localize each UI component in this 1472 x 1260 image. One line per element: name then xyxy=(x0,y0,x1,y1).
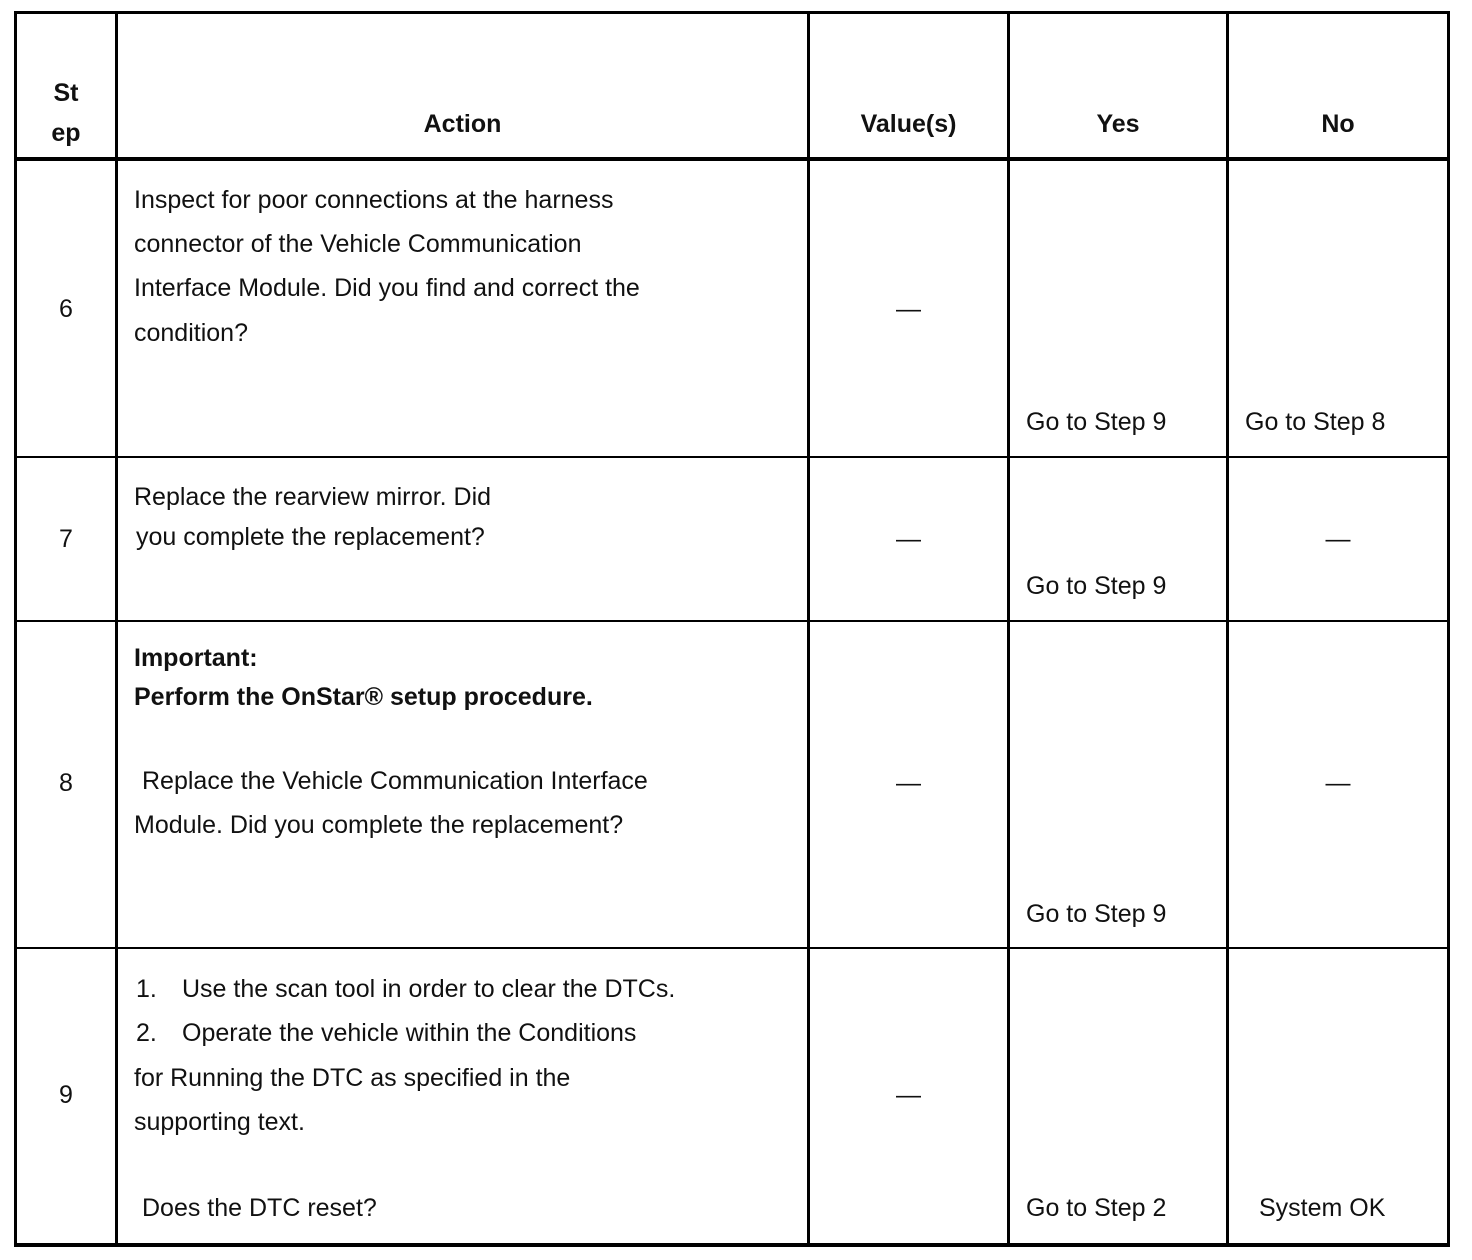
yes-cell: Go to Step 2 xyxy=(1026,1194,1167,1222)
question-text: Does the DTC reset? xyxy=(142,1194,377,1222)
row-divider xyxy=(14,947,1450,949)
table-border-right xyxy=(1447,11,1450,1247)
header-values: Value(s) xyxy=(860,110,957,138)
step-number: 8 xyxy=(59,769,73,797)
value-cell: — xyxy=(896,1081,921,1109)
no-cell: — xyxy=(1325,525,1351,553)
column-divider xyxy=(1007,11,1010,1247)
action-text: for Running the DTC as specified in the xyxy=(134,1064,571,1092)
header-yes: Yes xyxy=(1096,110,1140,138)
action-text: Inspect for poor connections at the harness xyxy=(134,186,614,214)
diagnostic-table xyxy=(14,11,1450,1247)
value-cell: — xyxy=(896,769,921,797)
header-step-line2: ep xyxy=(51,119,81,147)
action-text: Module. Did you complete the replacement? xyxy=(134,811,624,839)
list-item-text: Operate the vehicle within the Conditions xyxy=(182,1019,637,1047)
column-divider xyxy=(807,11,810,1247)
action-text: supporting text. xyxy=(134,1108,305,1136)
header-step-line1: St xyxy=(53,79,79,107)
table-border-left xyxy=(14,11,17,1247)
no-cell: — xyxy=(1325,769,1351,797)
list-item-text: Use the scan tool in order to clear the DTCs. xyxy=(182,975,676,1003)
column-divider xyxy=(115,11,118,1247)
yes-cell: Go to Step 9 xyxy=(1026,408,1167,436)
step-number: 9 xyxy=(59,1081,73,1109)
action-text: Interface Module. Did you find and correct the xyxy=(134,274,640,302)
table-border-bottom xyxy=(14,1243,1450,1247)
action-text: connector of the Vehicle Communication xyxy=(134,230,582,258)
action-text: Replace the Vehicle Communication Interface xyxy=(142,767,648,795)
yes-cell: Go to Step 9 xyxy=(1026,900,1167,928)
yes-cell: Go to Step 9 xyxy=(1026,572,1167,600)
step-number: 6 xyxy=(59,295,73,323)
action-text: Replace the rearview mirror. Did xyxy=(134,483,492,511)
value-cell: — xyxy=(896,295,921,323)
value-cell: — xyxy=(896,525,921,553)
column-divider xyxy=(1226,11,1229,1247)
action-text: condition? xyxy=(134,319,248,347)
step-number: 7 xyxy=(59,525,73,553)
list-item-number: 2. xyxy=(136,1019,157,1047)
no-cell: Go to Step 8 xyxy=(1245,408,1386,436)
no-cell: System OK xyxy=(1259,1194,1386,1222)
header-no: No xyxy=(1321,110,1355,138)
table-border-top xyxy=(14,11,1450,14)
row-divider xyxy=(14,620,1450,622)
important-text: Perform the OnStar® setup procedure. xyxy=(134,683,593,711)
header-step xyxy=(17,73,115,153)
header-action: Action xyxy=(423,110,502,138)
important-label: Important: xyxy=(134,644,258,672)
list-item-number: 1. xyxy=(136,975,157,1003)
header-divider xyxy=(14,157,1450,161)
action-text: you complete the replacement? xyxy=(136,523,485,551)
row-divider xyxy=(14,456,1450,458)
